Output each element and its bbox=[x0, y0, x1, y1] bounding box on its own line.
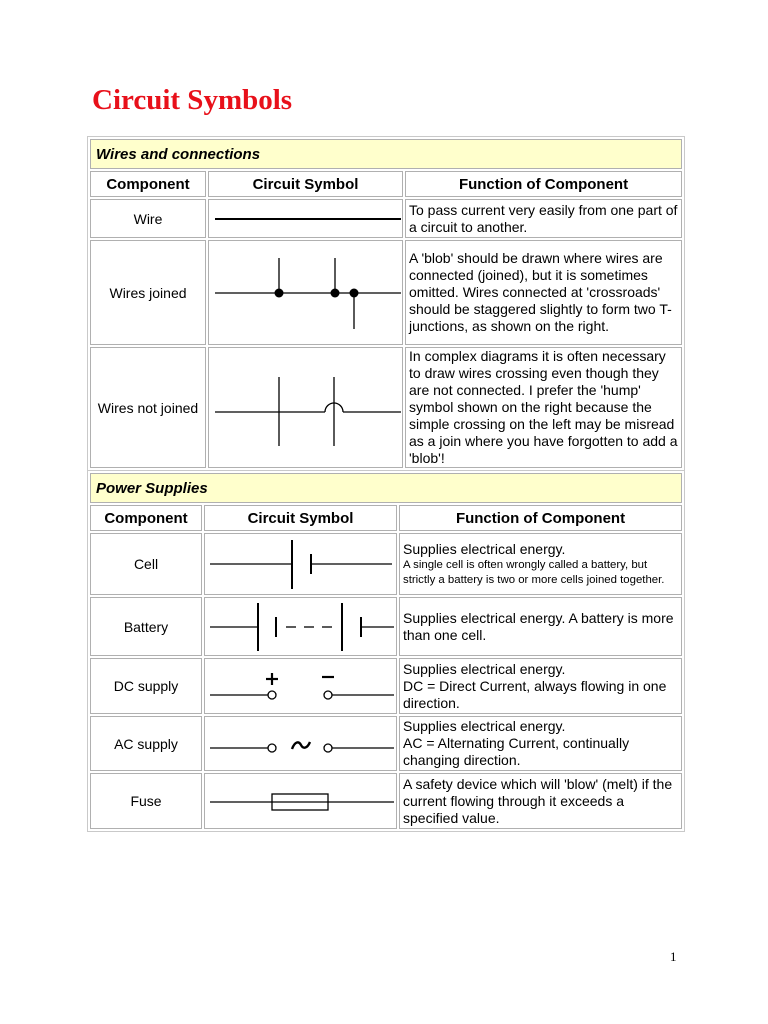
fuse-symbol-icon bbox=[204, 773, 397, 829]
ac-supply-symbol-icon bbox=[204, 716, 397, 771]
function-text: A safety device which will 'blow' (melt) if the current flowing through it exceeds a specified value. bbox=[399, 773, 682, 829]
wires-table bbox=[87, 136, 685, 471]
table-row bbox=[90, 716, 682, 771]
wires-not-joined-symbol-icon bbox=[208, 347, 403, 468]
column-header-component: Component bbox=[90, 505, 202, 531]
page-number: 1 bbox=[670, 949, 677, 964]
function-text: Supplies electrical energy. A battery is more than one cell. bbox=[399, 597, 682, 656]
function-main: Supplies electrical energy. bbox=[403, 660, 566, 677]
section-heading-row bbox=[90, 473, 682, 503]
power-supplies-table bbox=[87, 470, 685, 832]
wires-joined-symbol-icon bbox=[208, 240, 403, 345]
table-header-row bbox=[90, 171, 682, 197]
component-name: Wires joined bbox=[90, 240, 206, 345]
function-text: To pass current very easily from one part of a circuit to another. bbox=[405, 199, 682, 238]
component-name: Battery bbox=[90, 597, 202, 656]
page-title: Circuit Symbols bbox=[92, 84, 293, 116]
function-detail: DC = Direct Current, always flowing in one direction. bbox=[403, 677, 667, 711]
column-header-function: Function of Component bbox=[399, 505, 682, 531]
cell-symbol-icon bbox=[204, 533, 397, 595]
column-header-function: Function of Component bbox=[405, 171, 682, 197]
table-row bbox=[90, 533, 682, 595]
function-text: In complex diagrams it is often necessary to draw wires crossing even though they are not connected. I prefer the 'hump' symbol shown on the right because the simple crossing on the left may be misread as a join where you have forgotten to add a 'blob'! bbox=[405, 347, 682, 468]
table-row bbox=[90, 240, 682, 345]
component-name: Wire bbox=[90, 199, 206, 238]
dc-supply-symbol-icon bbox=[204, 658, 397, 714]
function-main: Supplies electrical energy. bbox=[403, 541, 566, 557]
section-heading: Power Supplies bbox=[90, 473, 682, 503]
table-header-row bbox=[90, 505, 682, 531]
table-row bbox=[90, 773, 682, 829]
table-row bbox=[90, 658, 682, 714]
function-note: A single cell is often wrongly called a battery, but strictly a battery is two or more cells joined together. bbox=[403, 559, 665, 586]
column-header-component: Component bbox=[90, 171, 206, 197]
function-detail: AC = Alternating Current, continually changing direction. bbox=[403, 735, 630, 768]
function-text bbox=[399, 533, 682, 595]
section-heading-row bbox=[90, 139, 682, 169]
function-main: Supplies electrical energy. bbox=[403, 718, 566, 734]
table-row bbox=[90, 347, 682, 468]
table-row bbox=[90, 597, 682, 656]
table-row bbox=[90, 199, 682, 238]
wire-symbol-icon bbox=[208, 199, 403, 238]
section-heading: Wires and connections bbox=[90, 139, 682, 169]
battery-symbol-icon bbox=[204, 597, 397, 656]
component-name: DC supply bbox=[90, 658, 202, 714]
function-text: A 'blob' should be drawn where wires are connected (joined), but it is sometimes omitted. Wires connected at 'crossroads' should be staggered slightly to form two T-junctions, as shown on the right. bbox=[405, 240, 682, 345]
column-header-symbol: Circuit Symbol bbox=[208, 171, 403, 197]
component-name: Cell bbox=[90, 533, 202, 595]
function-text bbox=[399, 716, 682, 771]
component-name: Wires not joined bbox=[90, 347, 206, 468]
component-name: AC supply bbox=[90, 716, 202, 771]
function-text bbox=[399, 658, 682, 714]
column-header-symbol: Circuit Symbol bbox=[204, 505, 397, 531]
component-name: Fuse bbox=[90, 773, 202, 829]
